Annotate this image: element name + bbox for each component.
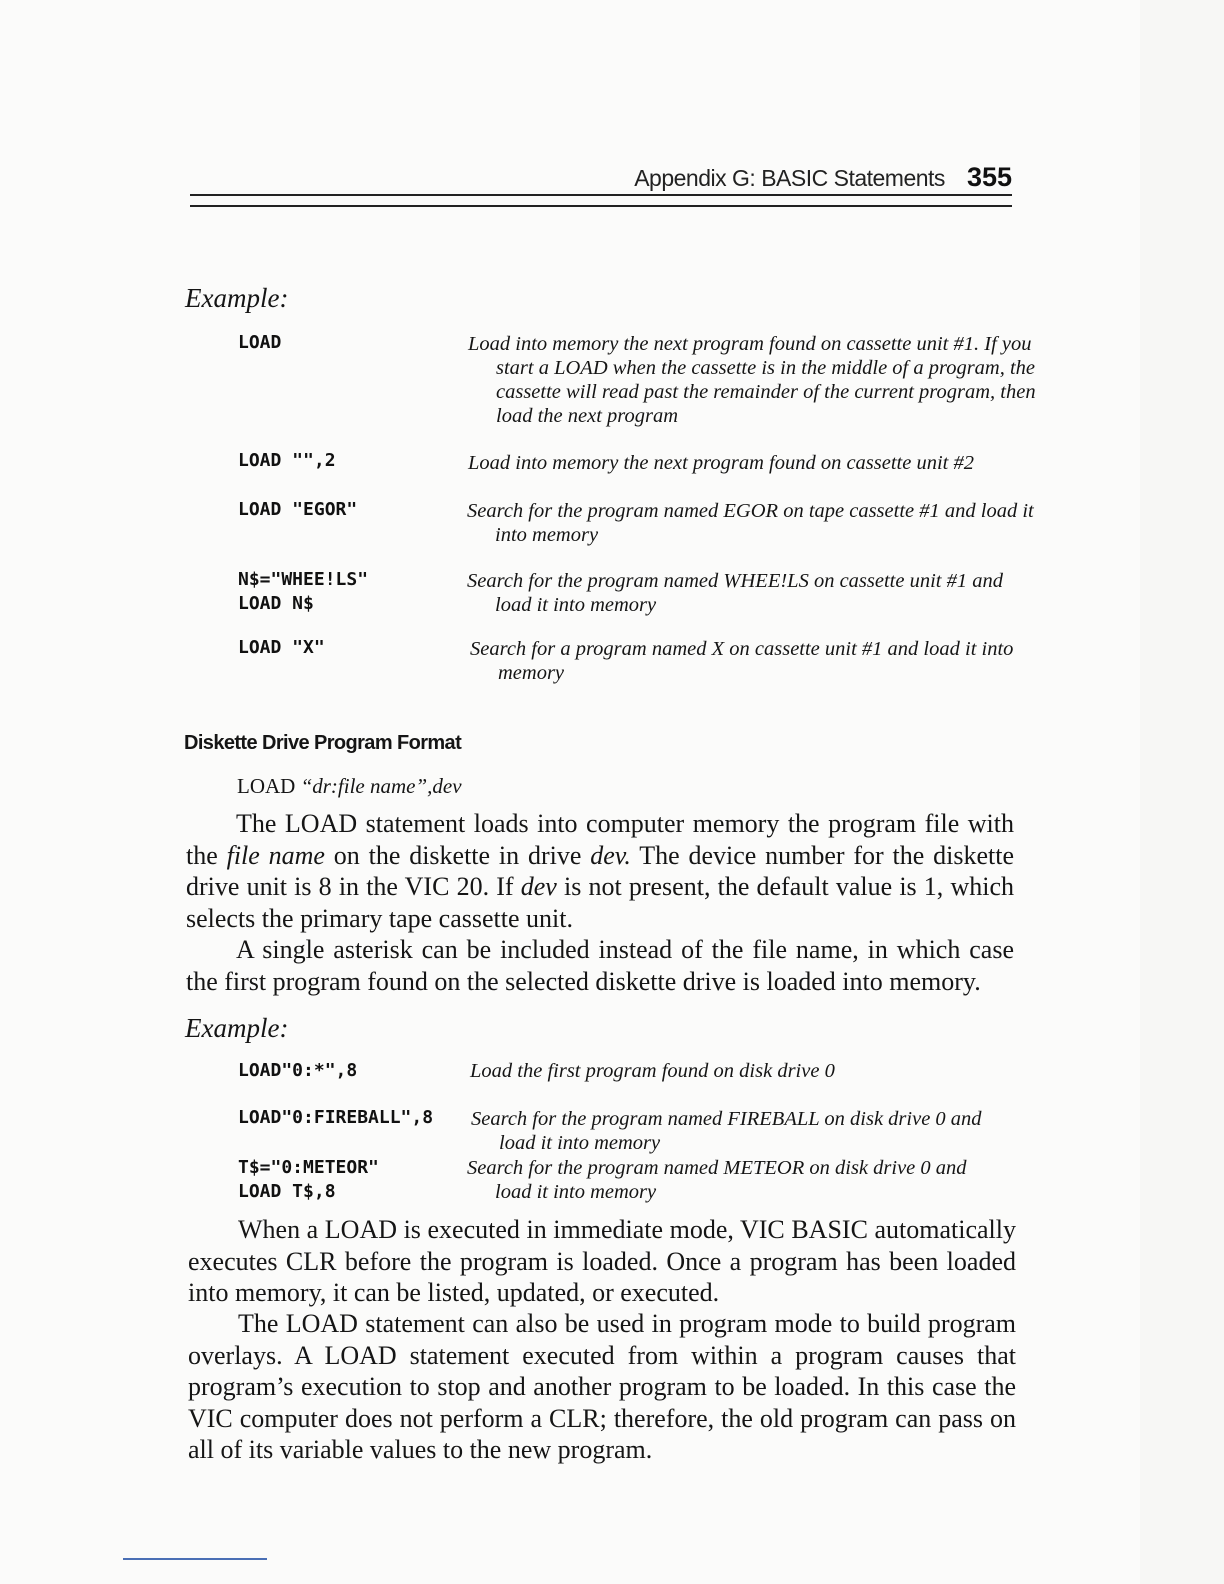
format-keyword: LOAD [237, 774, 301, 798]
example-label-2: Example: [185, 1013, 289, 1043]
code-load: LOAD [238, 332, 282, 353]
running-title: Appendix G: BASIC Statements [634, 165, 945, 191]
code-load-disk-first: LOAD"0:*",8 [238, 1060, 358, 1081]
desc-load-cassette-2: Load into memory the next program found on cassette unit #2 [468, 452, 974, 474]
paragraph-asterisk: A single asterisk can be included instead of the file name, in which case the first program found on the selected diskette drive is loaded into memory. [186, 935, 1014, 996]
desc-load-fireball: Search for the program named FIREBALL on disk drive 0 and load it into memory [471, 1108, 982, 1154]
header-rule-top [190, 194, 1012, 196]
section-heading: Diskette Drive Program Format [184, 732, 462, 754]
scan-edge-mark [123, 1558, 267, 1560]
example-label: Example: [185, 283, 289, 313]
desc-load-meteor: Search for the program named METEOR on disk drive 0 and load it into memory [467, 1157, 967, 1203]
header-rule-bottom [190, 205, 1012, 207]
desc-load-wheels: Search for the program named WHEE!LS on cassette unit #1 and load it into memory [467, 570, 1003, 616]
code-load-cassette-2: LOAD "",2 [238, 450, 336, 471]
code-load-meteor: T$="0:METEOR" LOAD T$,8 [238, 1157, 379, 1202]
format-args: “dr:file name”,dev [300, 774, 462, 798]
page-number: 355 [966, 162, 1012, 192]
code-load-egor: LOAD "EGOR" [238, 499, 358, 520]
format-syntax [237, 774, 462, 799]
running-head [190, 162, 1012, 193]
code-load-fireball: LOAD"0:FIREBALL",8 [238, 1107, 434, 1128]
paragraph-load-statement: The LOAD statement loads into computer memory the program file with the file name on the diskette in drive dev. The device number for the diskette drive unit is 8 in the VIC 20. If dev is not present, the default value is 1, which selects the primary tape cassette unit. [186, 809, 1015, 933]
desc-load: Load into memory the next program found on cassette unit #1. If you start a LOAD when the cassette is in the middle of a program, the cassette will read past the remainder of the current program, then load the next program [468, 333, 1036, 427]
paragraph-program-mode: The LOAD statement can also be used in program mode to build program overlays. A LOAD statement executed from within a program causes that program’s execution to stop and another program to be loaded. In this case the VIC computer does not perform a CLR; therefore, the old program can pass on all of its variable values to the new program. [188, 1309, 1016, 1464]
paragraph-immediate-mode: When a LOAD is executed in immediate mode, VIC BASIC automatically executes CLR before the program is loaded. Once a program has been loaded into memory, it can be listed, updated, or executed. [188, 1215, 1016, 1307]
code-load-x: LOAD "X" [238, 637, 325, 658]
desc-load-x: Search for a program named X on cassette unit #1 and load it into memory [470, 638, 1014, 684]
code-load-wheels: N$="WHEE!LS" LOAD N$ [238, 569, 369, 614]
desc-load-disk-first: Load the first program found on disk drive 0 [470, 1060, 835, 1082]
desc-load-egor: Search for the program named EGOR on tape cassette #1 and load it into memory [467, 500, 1034, 546]
